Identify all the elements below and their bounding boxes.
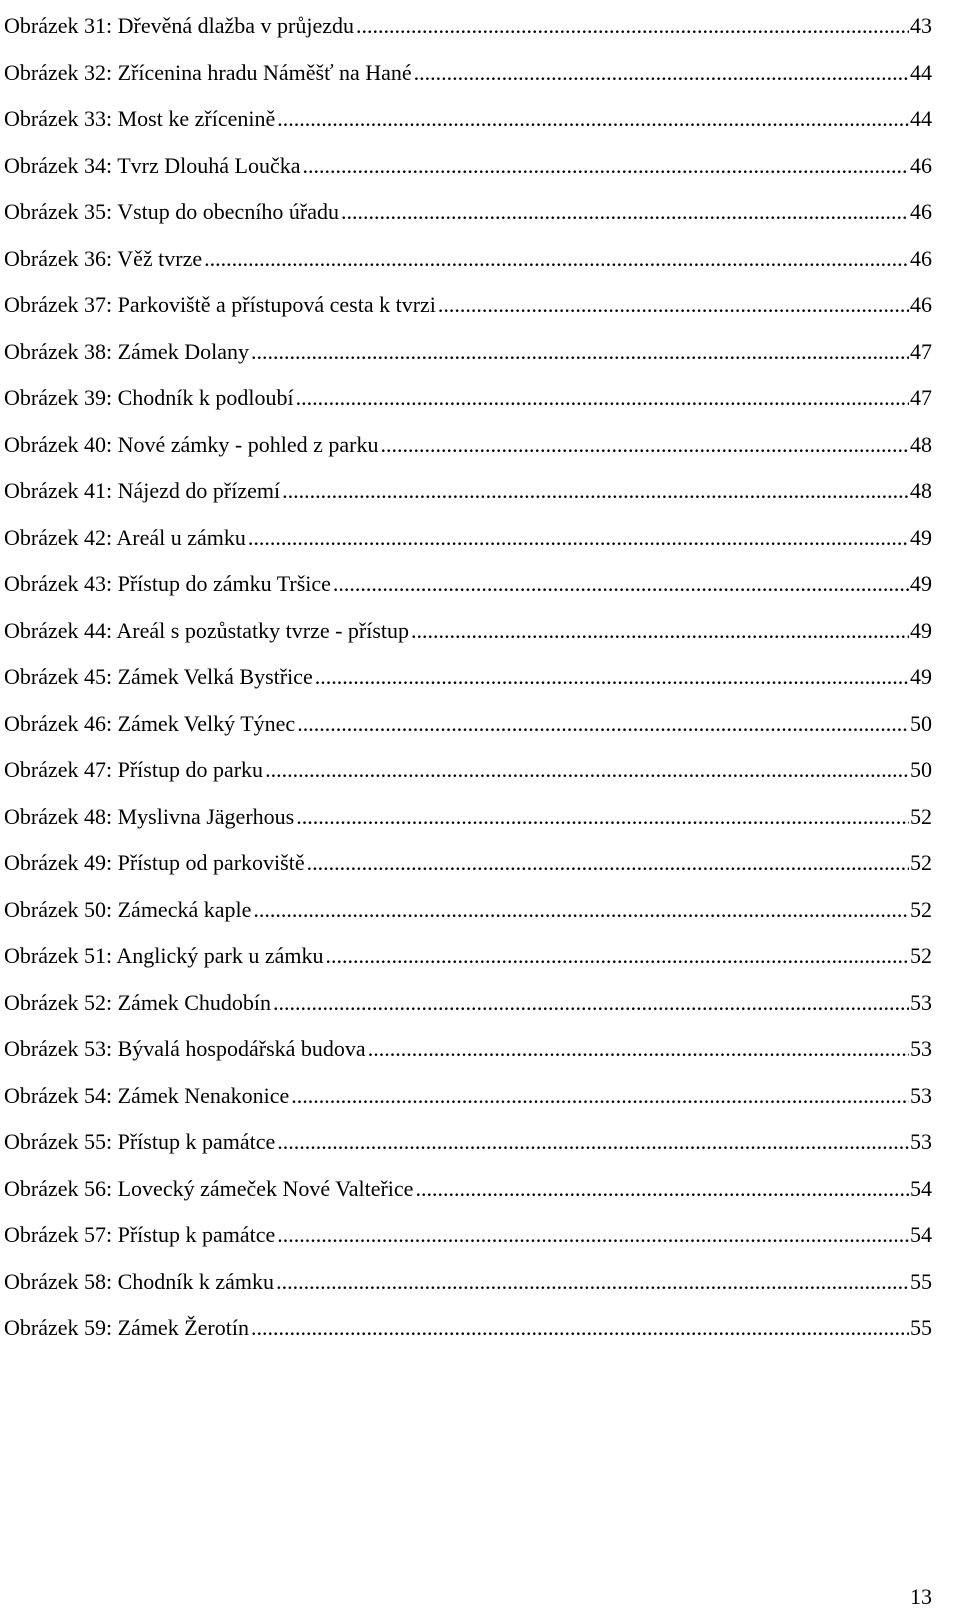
- dot-leader: [411, 608, 909, 655]
- dot-leader: [277, 1212, 909, 1259]
- toc-entry-page-number: 52: [910, 850, 932, 875]
- dot-leader: [326, 933, 909, 980]
- toc-entry-page-number: 54: [910, 1222, 932, 1247]
- toc-entry[interactable]: [4, 654, 932, 701]
- toc-entry-page-number: 46: [910, 199, 932, 224]
- toc-entry[interactable]: [4, 468, 932, 515]
- toc-entry-label: Obrázek 43: Přístup do zámku Tršice: [4, 571, 331, 596]
- toc-entry-page-number: 54: [910, 1175, 932, 1201]
- dot-leader: [273, 980, 909, 1027]
- toc-entry-label: Obrázek 40: Nové zámky - pohled z parku: [4, 431, 379, 457]
- toc-entry-page-number: 52: [910, 896, 932, 922]
- toc-entry-page-number: 44: [910, 59, 932, 85]
- toc-entry[interactable]: [4, 236, 932, 283]
- toc-entry-page-number: 55: [910, 1315, 932, 1340]
- toc-entry[interactable]: [4, 980, 932, 1027]
- toc-entry[interactable]: [4, 375, 932, 422]
- dot-leader: [415, 1166, 909, 1213]
- dot-leader: [341, 189, 909, 236]
- toc-entry-page-number: 52: [910, 943, 932, 968]
- dot-leader: [265, 747, 909, 794]
- toc-entry-label: Obrázek 34: Tvrz Dlouhá Loučka: [4, 152, 301, 178]
- toc-entry-label: Obrázek 53: Bývalá hospodářská budova: [4, 1036, 366, 1061]
- toc-entry[interactable]: [4, 50, 932, 97]
- toc-entry-label: Obrázek 57: Přístup k památce: [4, 1222, 276, 1247]
- toc-entry-page-number: 43: [910, 13, 932, 38]
- toc-entry[interactable]: [4, 840, 932, 887]
- toc-entry[interactable]: [4, 189, 932, 236]
- toc-entry-page-number: 49: [910, 524, 932, 550]
- toc-entry-label: Obrázek 33: Most ke zřícenině: [4, 106, 276, 131]
- dot-leader: [414, 50, 909, 97]
- dot-leader: [380, 422, 909, 469]
- toc-entry-label: Obrázek 31: Dřevěná dlažba v průjezdu: [4, 13, 355, 38]
- toc-entry[interactable]: [4, 608, 932, 655]
- toc-entry-label: Obrázek 39: Chodník k podloubí: [4, 385, 294, 410]
- toc-entry-page-number: 49: [910, 617, 932, 643]
- toc-entry-label: Obrázek 50: Zámecká kaple: [4, 896, 252, 922]
- dot-leader: [253, 887, 909, 934]
- toc-entry-label: Obrázek 48: Myslivna Jägerhous: [4, 803, 295, 829]
- toc-entry-label: Obrázek 52: Zámek Chudobín: [4, 989, 271, 1015]
- dot-leader: [307, 840, 909, 887]
- toc-entry-page-number: 53: [910, 1129, 932, 1154]
- dot-leader: [204, 236, 909, 283]
- toc-entry-page-number: 46: [910, 245, 932, 271]
- dot-leader: [282, 468, 909, 515]
- toc-entry-label: Obrázek 47: Přístup do parku: [4, 757, 264, 782]
- toc-entry[interactable]: [4, 1212, 932, 1259]
- toc-entry-page-number: 53: [910, 1082, 932, 1108]
- toc-entry-label: Obrázek 37: Parkoviště a přístupová cesta k tvrzi: [4, 292, 436, 317]
- toc-entry-label: Obrázek 41: Nájezd do přízemí: [4, 478, 281, 503]
- toc-entry-page-number: 47: [910, 338, 932, 364]
- toc-entry[interactable]: [4, 282, 932, 329]
- dot-leader: [368, 1026, 909, 1073]
- toc-entry[interactable]: [4, 933, 932, 980]
- toc-entry[interactable]: [4, 887, 932, 934]
- toc-entry-page-number: 49: [910, 571, 932, 596]
- toc-entry-label: Obrázek 36: Věž tvrze: [4, 245, 203, 271]
- toc-entry[interactable]: [4, 329, 932, 376]
- toc-entry-label: Obrázek 44: Areál s pozůstatky tvrze - přístup: [4, 617, 410, 643]
- toc-entry-label: Obrázek 45: Zámek Velká Bystřice: [4, 664, 313, 689]
- toc-entry-page-number: 46: [910, 292, 932, 317]
- toc-entry-page-number: 52: [910, 803, 932, 829]
- toc-entry-page-number: 44: [910, 106, 932, 131]
- dot-leader: [277, 1119, 909, 1166]
- dot-leader: [276, 1259, 909, 1306]
- toc-entry-label: Obrázek 58: Chodník k zámku: [4, 1268, 275, 1294]
- toc-entry[interactable]: [4, 747, 932, 794]
- dot-leader: [251, 329, 909, 376]
- dot-leader: [291, 1073, 909, 1120]
- toc-entry-label: Obrázek 51: Anglický park u zámku: [4, 943, 324, 968]
- toc-entry[interactable]: [4, 1259, 932, 1306]
- toc-entry-page-number: 55: [910, 1268, 932, 1294]
- dot-leader: [297, 701, 909, 748]
- toc-entry-label: Obrázek 49: Přístup od parkoviště: [4, 850, 305, 875]
- toc-entry[interactable]: [4, 794, 932, 841]
- toc-entry-label: Obrázek 46: Zámek Velký Týnec: [4, 710, 296, 736]
- dot-leader: [251, 1305, 909, 1352]
- toc-entry-page-number: 53: [910, 989, 932, 1015]
- toc-entry-page-number: 50: [910, 710, 932, 736]
- dot-leader: [296, 375, 909, 422]
- toc-entry[interactable]: [4, 561, 932, 608]
- toc-entry-label: Obrázek 54: Zámek Nenakonice: [4, 1082, 290, 1108]
- dot-leader: [356, 3, 909, 50]
- toc-entry[interactable]: [4, 3, 932, 50]
- toc-entry-label: Obrázek 38: Zámek Dolany: [4, 338, 249, 364]
- toc-entry[interactable]: [4, 1073, 932, 1120]
- toc-entry-page-number: 53: [910, 1036, 932, 1061]
- toc-entry[interactable]: [4, 143, 932, 190]
- dot-leader: [277, 96, 909, 143]
- toc-entry[interactable]: [4, 1119, 932, 1166]
- toc-entry[interactable]: [4, 1305, 932, 1352]
- toc-entry[interactable]: [4, 1026, 932, 1073]
- dot-leader: [438, 282, 909, 329]
- dot-leader: [333, 561, 909, 608]
- toc-entry[interactable]: [4, 1166, 932, 1213]
- toc-entry[interactable]: [4, 422, 932, 469]
- page-number: 13: [910, 1584, 932, 1609]
- list-of-figures: [4, 3, 932, 1352]
- toc-entry-page-number: 48: [910, 431, 932, 457]
- toc-entry-page-number: 50: [910, 757, 932, 782]
- toc-entry-label: Obrázek 35: Vstup do obecního úřadu: [4, 199, 340, 224]
- toc-entry-label: Obrázek 56: Lovecký zámeček Nové Valteřice: [4, 1175, 414, 1201]
- toc-entry-label: Obrázek 42: Areál u zámku: [4, 524, 246, 550]
- dot-leader: [315, 654, 909, 701]
- toc-entry-label: Obrázek 55: Přístup k památce: [4, 1129, 276, 1154]
- toc-entry[interactable]: [4, 96, 932, 143]
- toc-entry-page-number: 47: [910, 385, 932, 410]
- toc-entry-label: Obrázek 59: Zámek Žerotín: [4, 1315, 249, 1340]
- dot-leader: [248, 515, 909, 562]
- toc-entry-page-number: 49: [910, 664, 932, 689]
- toc-entry[interactable]: [4, 701, 932, 748]
- dot-leader: [302, 143, 909, 190]
- toc-entry-page-number: 48: [910, 478, 932, 503]
- toc-entry-label: Obrázek 32: Zřícenina hradu Náměšť na Hané: [4, 59, 412, 85]
- toc-entry-page-number: 46: [910, 152, 932, 178]
- dot-leader: [296, 794, 909, 841]
- toc-entry[interactable]: [4, 515, 932, 562]
